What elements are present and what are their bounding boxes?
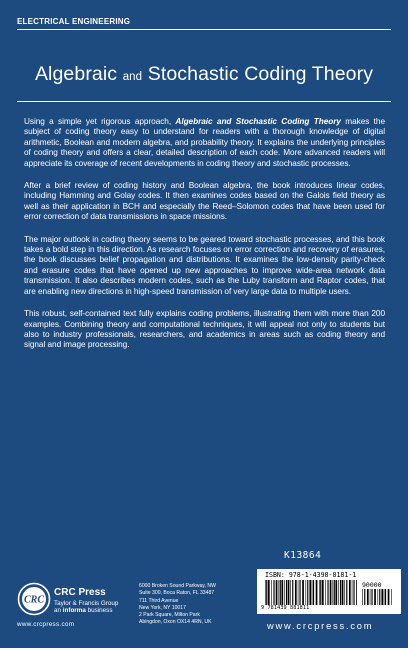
barcode-bar [371,589,372,605]
barcode-bar [335,580,337,605]
p1-intro: Using a simple yet rigorous approach, [24,117,176,126]
product-code: K13864 [284,550,322,561]
address-boca-raton [139,583,216,596]
book-title [0,63,408,86]
barcode-bar [307,580,308,605]
barcode-bar [280,580,281,605]
title-main: Algebraic [34,63,118,85]
barcode-bar [313,580,314,605]
isbn-label: ISBN: 978-1-4398-8181-1 [265,571,357,579]
barcode-bar [342,580,344,605]
barcode-digits: 9 781439 881811 [261,605,310,611]
price-bars [362,589,392,605]
barcode-bar [319,580,320,605]
publisher-group: Taylor & Francis Group [54,600,119,607]
barcode-bar [367,589,369,605]
address-line: Suite 300, Boca Raton, FL 33487 [139,589,215,596]
barcode-bar [338,580,339,605]
logo-text: CRC [23,594,45,606]
barcode-bar [352,580,353,605]
business-name: informa [62,607,86,614]
business-suffix: business [85,607,113,614]
barcode-bar [288,580,290,605]
barcode-bar [322,580,324,605]
barcode-bar [279,580,280,605]
barcode-bar [273,580,274,605]
barcode-bars [265,580,357,605]
barcode-bar [362,589,363,605]
barcode-bar [286,580,287,605]
barcode-bar [306,580,307,605]
barcode-bar [295,580,297,605]
barcode-bar [266,580,267,605]
barcode-bar [327,580,328,605]
barcode-bar [290,580,291,605]
address-line: Abingdon, Oxon OX14 4RN, UK [139,618,212,625]
p1-rest: makes the subject of coding theory easy to understand for readers with a thorough knowledge of digital arithmetic, Boolean and modern algebra, and probability theory. It explains the underlying principles of coding theory and offers a clear, detailed description of each code. More advanced readers will appreciate its coverage of recent developments in coding theory and stochastic processes. [24,117,385,168]
title-rest: Stochastic Coding Theory [147,63,374,85]
paragraph-2: After a brief review of coding history and Boolean algebra, the book introduces linear codes, including Hamming and Golay codes. It then examines codes based on the Galois field theory as well as their application in BCH and especially the Reed–Solomon codes that have been used for error correction of data transmissions in space missions. [24,181,385,222]
barcode [257,569,401,614]
barcode-bar [281,580,283,605]
crc-logo-icon [17,582,51,616]
price-code: 90000 [362,581,382,589]
barcode-bar [385,589,386,605]
barcode-bar [384,589,385,605]
barcode-bar [320,580,321,605]
barcode-bar [356,580,357,605]
barcode-bar [309,580,311,605]
barcode-bar [346,580,347,605]
address-new-york [139,598,186,611]
barcode-bar [292,580,293,605]
top-divider [17,29,391,30]
barcode-bar [268,580,270,605]
paragraph-4: This robust, self-contained text fully explains coding problems, illustrating them with more than 200 examples. Combining theory and computational techniques, it will appeal not only to students but also to industry professionals, researchers, and academics in areas such as coding theory and signal and image processing. [24,309,385,350]
barcode-bar [334,580,335,605]
barcode-bar [325,580,326,605]
description [24,117,385,363]
barcode-bar [333,580,334,605]
website-url: www.crcpress.com [267,621,374,631]
address-line: New York, NY 10017 [139,604,186,611]
address-line: 711 Third Avenue [139,598,179,604]
barcode-bar [276,580,278,605]
barcode-bar [330,580,332,605]
barcode-bar [391,589,392,605]
title-and: and [122,71,143,83]
barcode-bar [265,580,266,605]
barcode-bar [271,580,272,605]
publisher-url: www.crcpress.com [17,621,75,628]
paragraph-1 [24,117,385,169]
paragraph-3: The major outlook in coding theory seems to be geared toward stochastic processes, and this book takes a bold step in this direction. As research focuses on error correction and recovery of erasures, the book discusses belief propagation and distributions. It examines the low-density parity-check and erasure codes that have opened up new approaches to improve wide-area network data transmission. It also describes modern codes, such as the Luby transform and Raptor codes, that are enabling new directions in high-speed transmission of very large data to multiple users. [24,234,385,296]
address-line: 2 Park Square, Milton Park [139,612,200,618]
title-divider [17,101,391,102]
address-line: 6000 Broken Sound Parkway, NW [139,583,216,589]
address-abingdon [139,612,211,625]
publisher-business [54,607,112,614]
category-label: ELECTRICAL ENGINEERING [17,17,131,26]
barcode-bar [284,580,285,605]
barcode-bar [298,580,299,605]
barcode-bar [302,580,304,605]
barcode-bar [316,580,318,605]
business-prefix: an [54,607,63,614]
barcode-bar [378,589,379,605]
barcode-bar [388,589,390,605]
barcode-bar [370,589,371,605]
barcode-bar [364,589,365,605]
p1-book-title: Algebraic and Stochastic Coding Theory [175,117,341,126]
barcode-bar [381,589,383,605]
barcode-bar [379,589,380,605]
publisher-name: CRC Press [54,587,106,598]
barcode-bar [353,580,354,605]
barcode-bar [344,580,345,605]
barcode-bar [299,580,300,605]
barcode-bar [349,580,351,605]
barcode-bar [340,580,341,605]
barcode-bar [374,589,376,605]
barcode-bar [312,580,313,605]
